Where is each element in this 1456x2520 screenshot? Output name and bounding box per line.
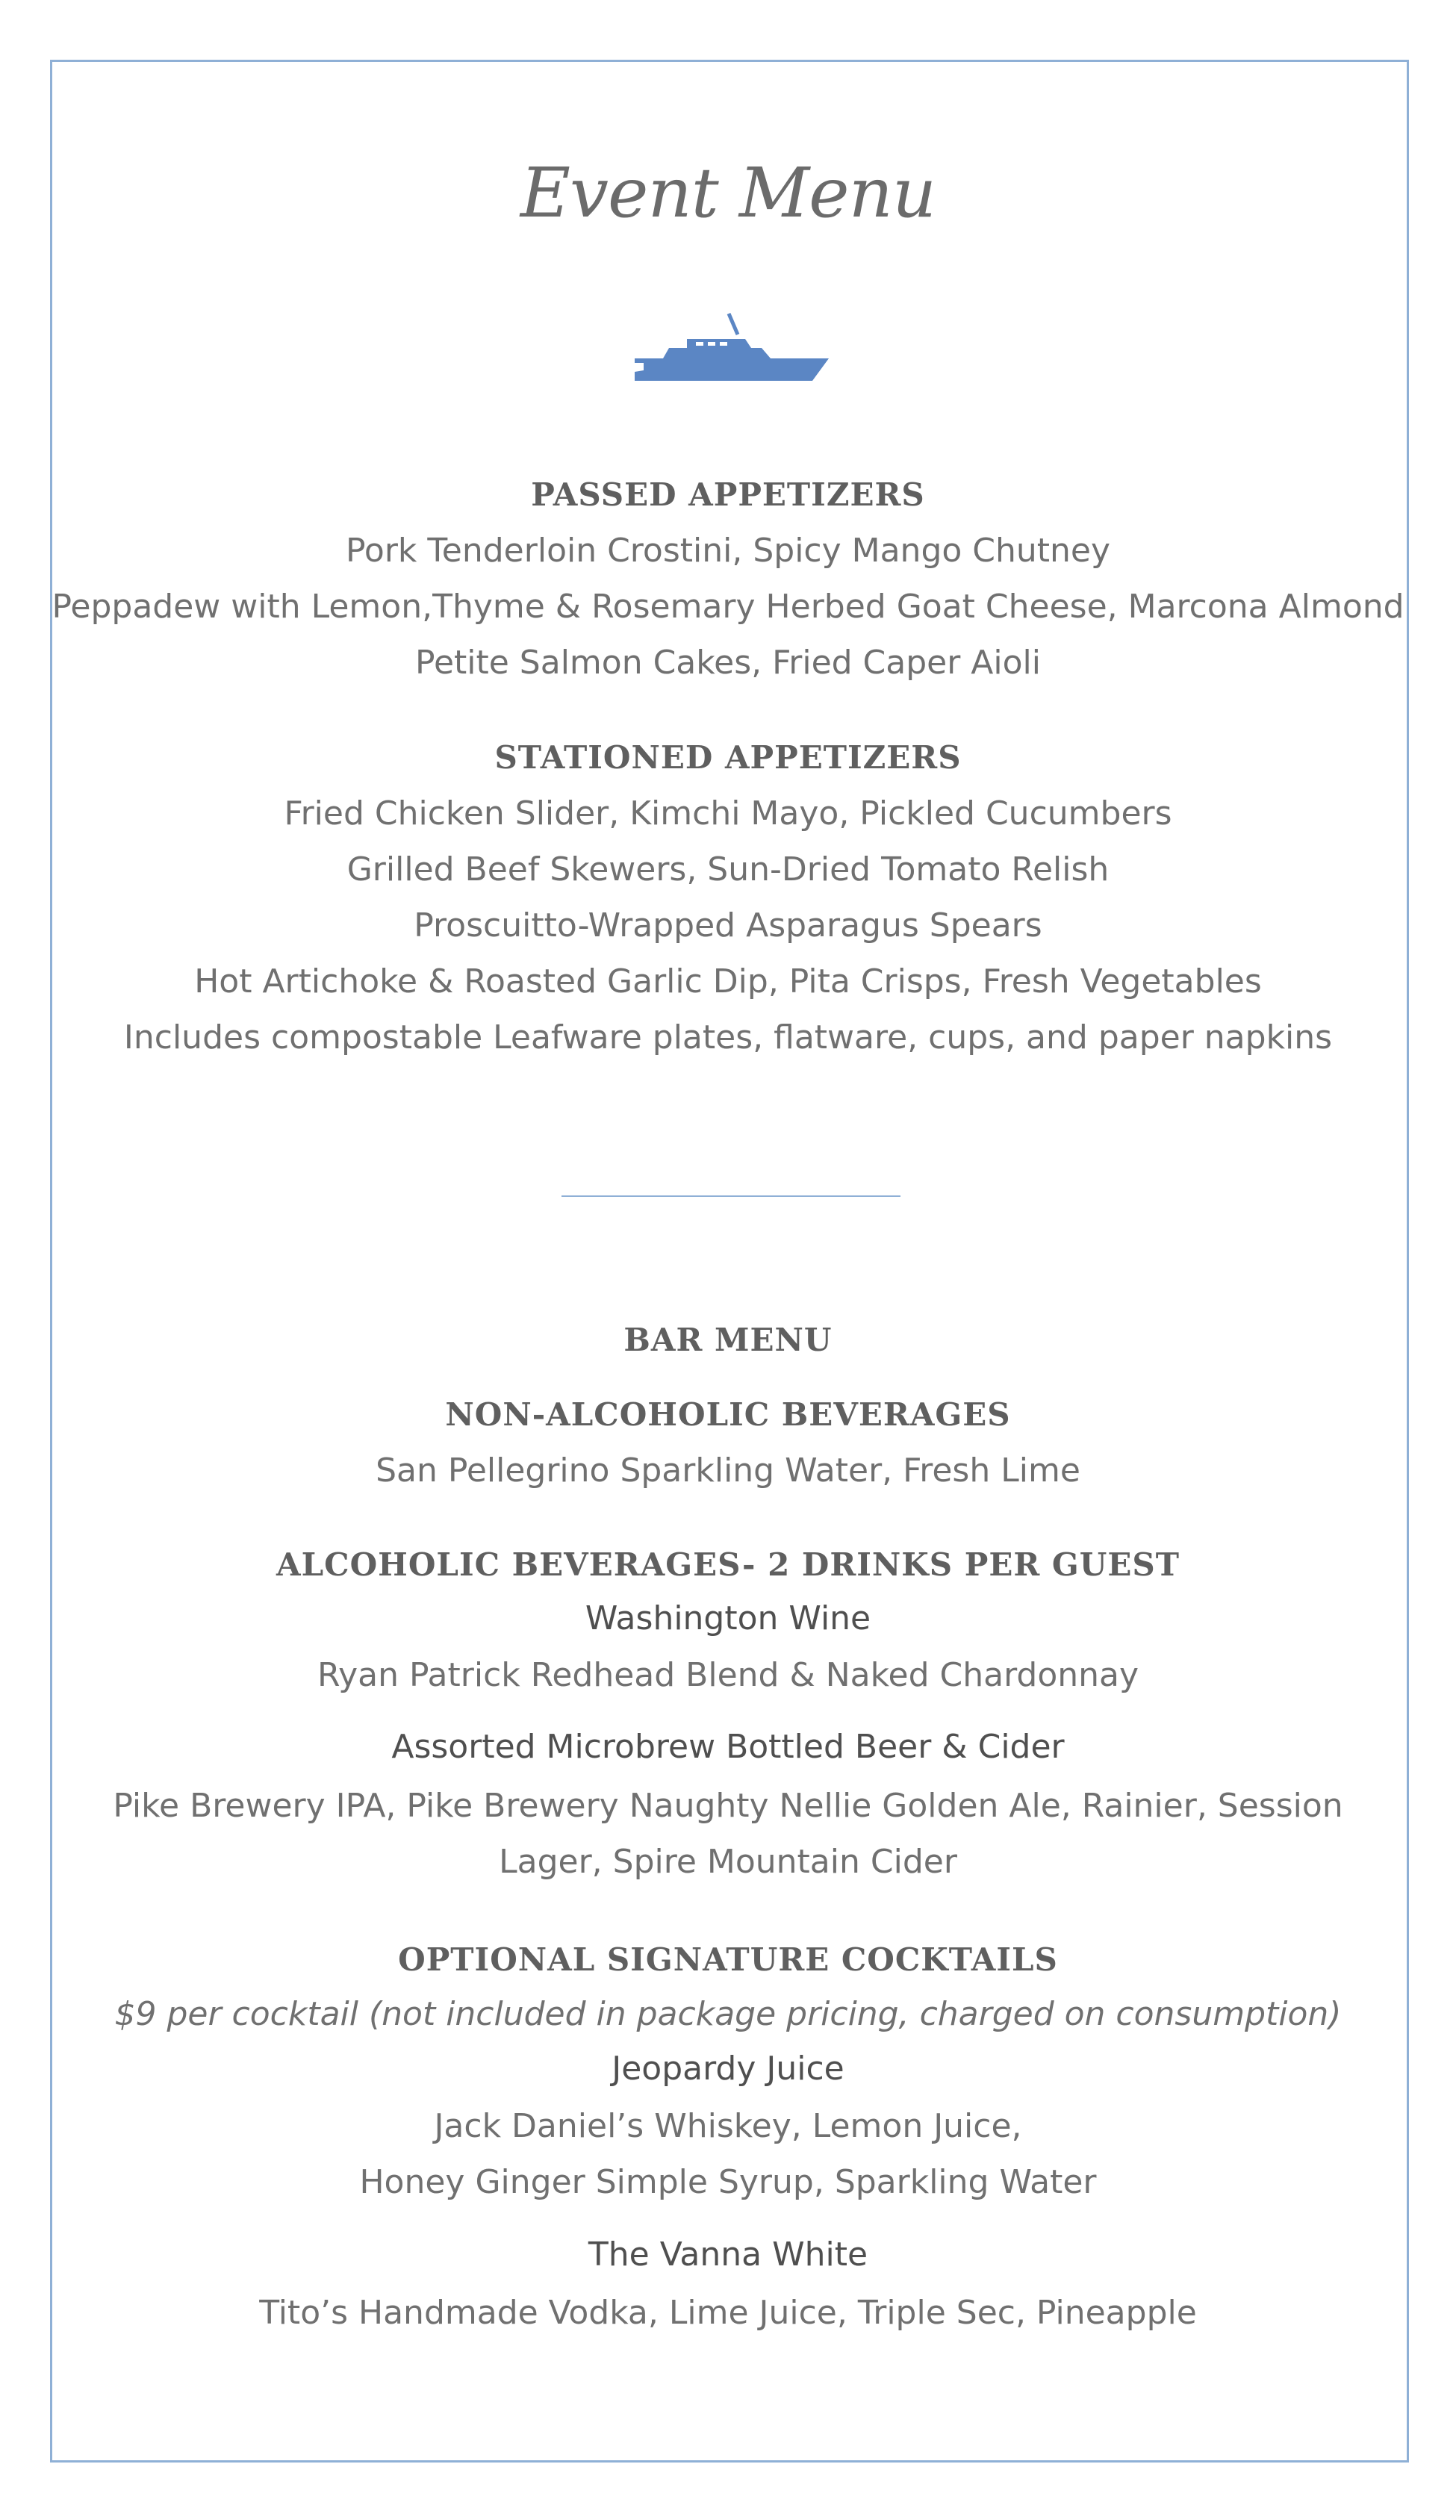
cocktails-heading: OPTIONAL SIGNATURE COCKTAILS [398, 1941, 1058, 1978]
stationed-note: Includes compostable Leafware plates, flatware, cups, and paper napkins [123, 1018, 1333, 1057]
passed-appetizers-heading: PASSED APPETIZERS [531, 476, 925, 513]
wine-description: Ryan Patrick Redhead Blend & Naked Chardonnay [317, 1656, 1139, 1694]
stationed-item: Proscuitto-Wrapped Asparagus Spears [414, 906, 1042, 945]
cocktail-description: Jack Daniel’s Whiskey, Lemon Juice, [434, 2107, 1022, 2145]
passed-item: Peppadew with Lemon,Thyme & Rosemary Herbed Goat Cheese, Marcona Almond [52, 588, 1404, 626]
passed-item: Petite Salmon Cakes, Fried Caper Aioli [414, 644, 1042, 682]
menu-title: Event Menu [520, 153, 936, 233]
non-alcoholic-heading: NON-ALCOHOLIC BEVERAGES [445, 1396, 1011, 1433]
section-divider [561, 1195, 900, 1197]
cocktail-name: Jeopardy Juice [612, 2050, 844, 2088]
cocktail-description: Honey Ginger Simple Syrup, Sparkling Water [359, 2163, 1097, 2201]
cocktail-name: The Vanna White [588, 2236, 868, 2274]
menu-border-frame [50, 60, 1409, 2463]
stationed-item: Fried Chicken Slider, Kimchi Mayo, Pickled Cucumbers [284, 794, 1172, 833]
passed-item: Pork Tenderloin Crostini, Spicy Mango Chutney [345, 532, 1111, 570]
non-alcoholic-item: San Pellegrino Sparkling Water, Fresh Lime [376, 1452, 1080, 1490]
stationed-item: Hot Artichoke & Roasted Garlic Dip, Pita Crisps, Fresh Vegetables [194, 962, 1262, 1001]
bar-menu-heading: BAR MENU [623, 1322, 833, 1358]
stationed-item: Grilled Beef Skewers, Sun-Dried Tomato Relish [346, 850, 1110, 889]
beer-description: Lager, Spire Mountain Cider [499, 1843, 957, 1881]
beer-name: Assorted Microbrew Bottled Beer & Cider [391, 1728, 1065, 1766]
wine-name: Washington Wine [585, 1599, 871, 1637]
cocktails-pricing-note: $9 per cocktail (not included in package pricing, charged on consumption) [114, 1995, 1342, 2033]
stationed-appetizers-heading: STATIONED APPETIZERS [494, 739, 962, 776]
alcoholic-heading: ALCOHOLIC BEVERAGES- 2 DRINKS PER GUEST [276, 1546, 1180, 1583]
cocktail-description: Tito’s Handmade Vodka, Lime Juice, Triple Sec, Pineapple [259, 2294, 1197, 2332]
beer-description: Pike Brewery IPA, Pike Brewery Naughty Nellie Golden Ale, Rainier, Session [113, 1787, 1343, 1825]
yacht-icon [633, 312, 829, 384]
